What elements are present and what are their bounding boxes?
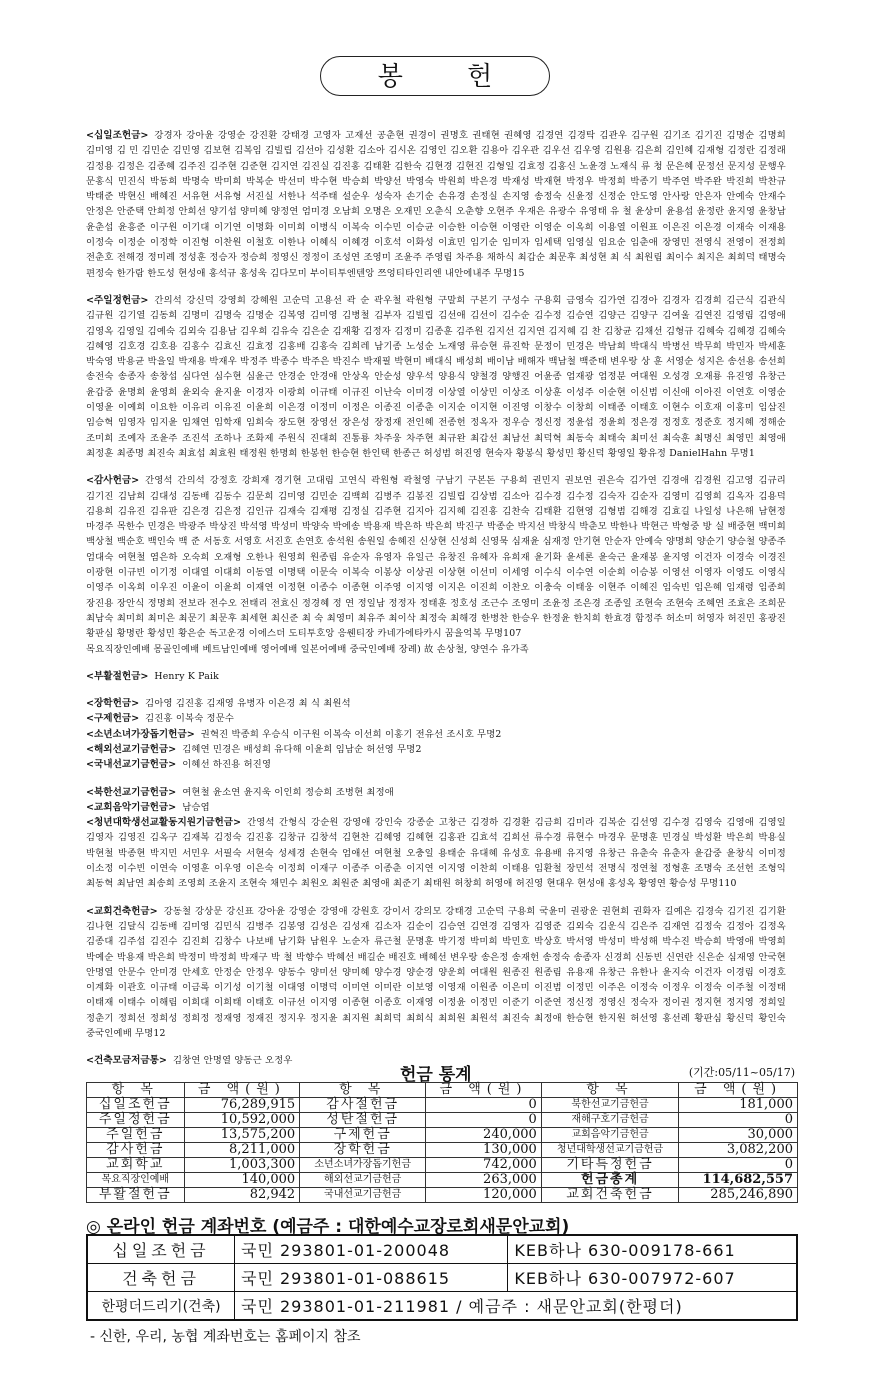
section-names: 김아영 김진홍 김재영 유병자 이은경 최 식 최원석 [145, 698, 351, 710]
column-header: 금 액(원) [679, 1083, 798, 1098]
table-row [87, 1292, 797, 1321]
section-label: <교회음악기금헌금> [86, 801, 177, 813]
section-label: <건축모금저금통> [86, 1055, 167, 1067]
account-footnote: - 신한, 우리, 농협 계좌번호는 홈페이지 참조 [90, 1329, 361, 1345]
table-row [87, 1158, 798, 1173]
section-names: 간의석 강신덕 강영희 강혜원 고순덕 고용선 곽 순 곽우철 곽원형 구말희 구본기 구성수 구용회 금영숙 김가연 김경아 김경자 김경희 김근식 김관식 김규원 김기열 김동희 김명미 김명숙 김명순 김복영 김미영 김병철 김부자 김빌립 김선애 김선이 김수순 김수정 김승연 김양근 김양구 김여울 김연진 김영림 김영애 김영옥 김영일 김예숙 김외숙 김용남 김우희 김유숙 김은순 김재황 김정자 김정미 김종훈 김주원 김지선 김지연 김지혜 김 찬 김창균 김채선 김형규 김혜숙 김혜경 김혜숙 김혜영 김호경 김호용 김홍수 김효신 김효정 김홍배 김홍숙 김희레 남기종 노성순 노재영 류승현 류진학 문정이 민경은 박남희 박대식 박병선 박무희 박민자 박세훈 박숙영 박용균 박을일 박재용 박재우 박정주 박종수 박주은 박진수 박재필 박현미 배대식 배성희 배이남 배해자 백남철 백준태 변우랑 상 훈 서영순 성지은 송선용 송선희 송전숙 송종자 송창섭 심다연 심수현 심윤근 안경순 안경애 안상옥 안순성 양우석 양용식 양철경 양행진 어윤종 엄재광 엄정분 여대원 오성경 오재룡 유진영 유창근 윤갑중 윤명희 윤영희 윤외숙 윤지윤 이경자 이광희 이규태 이규진 이난숙 이미경 이상열 이상민 이상조 이상훈 이성주 이순현 이신범 이신애 이아진 이연호 이영순 이영윤 이예희 이요한 이유리 이유진 이윤희 이은경 이정미 이정은 이종진 이종춘 이지순 이지현 이진영 이창수 이창희 이태종 이태호 이현수 이호재 이홍미 임삼진 임승혁 임영자 임지윤 임채연 임학재 임희숙 장도현 장영선 장은성 장정재 전인혜 전종헌 정옥자 정우승 정신정 정윤섭 정윤희 정은경 정정호 정준호 정지혜 정해순 조미희 조예자 조윤주 조진석 조하나 조화제 주원식 진대희 진통룡 차주웅 차주현 최규완 최갑선 최남선 최덕혁 최동숙 최태숙 최미선 최숙훈 최명신 최영민 최영애 최정훈 최종명 최진숙 최효섭 최효원 태정원 한명희 한봉헌 한승현 한인택 한종근 허성범 허진영 현숙자 황봉식 황성민 황신덕 황영일 황유정 DanielHahn 무명1 [86, 294, 786, 459]
stat-label: 재해구호기금헌금 [541, 1113, 678, 1128]
section-thanks [86, 473, 786, 641]
stat-label: 소년소녀가장돕기헌금 [300, 1158, 426, 1173]
section-overseas-mission [86, 742, 786, 757]
section-label: <교회건축헌금> [86, 905, 158, 917]
section-names: 김창연 안명열 양동근 오정우 [172, 1055, 293, 1067]
stat-label: 북한선교기금헌금 [541, 1098, 678, 1113]
section-label: <감사헌금> [86, 475, 140, 487]
stat-amount: 76,289,915 [184, 1098, 300, 1113]
table-header-row [87, 1083, 798, 1098]
section-label: <구제헌금> [86, 713, 140, 725]
stat-label: 기타특정헌금 [541, 1158, 678, 1173]
stat-amount: 1,003,300 [184, 1158, 300, 1173]
section-names: 권혁진 박종희 우승식 이구원 이복숙 이선희 이홍기 전유선 조시호 무명2 [200, 728, 502, 740]
stat-amount: 285,246,890 [679, 1188, 798, 1203]
stat-amount: 0 [426, 1113, 542, 1128]
stat-amount: 0 [426, 1098, 542, 1113]
section-nk-mission [86, 785, 786, 800]
stat-label: 교회건축헌금 [541, 1188, 678, 1203]
section-names: 여현철 윤소연 윤지욱 이인희 정승희 조병현 최정애 [182, 786, 394, 798]
stats-period: (기간:05/11~05/17) [688, 1066, 795, 1079]
stat-amount: 8,211,000 [184, 1143, 300, 1158]
stat-amount: 3,082,200 [679, 1143, 798, 1158]
account-number: 국민 293801-01-088615 [235, 1264, 508, 1292]
table-row [87, 1128, 798, 1143]
column-header: 금 액(원) [184, 1083, 300, 1098]
account-number: KEB하나 630-009178-661 [508, 1235, 797, 1264]
section-label: <청년대학생선교활동지원기금헌금> [86, 817, 242, 829]
stat-amount: 130,000 [426, 1143, 542, 1158]
stat-label: 주일정헌금 [87, 1113, 185, 1128]
section-scholarship [86, 696, 786, 711]
stat-label: 감사헌금 [87, 1143, 185, 1158]
column-header: 항 목 [300, 1083, 426, 1098]
section-names: 김진홍 이복숙 정문수 [145, 713, 235, 725]
stat-label: 구제헌금 [300, 1128, 426, 1143]
stats-title: 헌금 통계 [400, 1065, 472, 1085]
stat-label-total: 헌금총계 [541, 1173, 678, 1188]
section-names: 간영석 간의석 강정호 강희재 경기현 고대림 고연식 곽원형 곽철영 구남기 구본돈 구용희 권민지 권보연 권은숙 김가연 김경애 김경원 김고영 김규리 김기진 김남희 김대성 김동배 김동수 김문희 김미영 김민순 김백희 김병주 김봉진 김빌립 김상범 김소아 김수경 김수정 김숙자 김순자 김영미 김영희 김옥자 김용덕 김용희 김유진 김유판 김은경 김은정 김인규 김재숙 김재평 김정실 김주현 김지아 김지혜 김진홍 김찬숙 김태환 김현영 김형범 김해경 김효길 나일성 나은해 남현정 마경주 목한수 민경은 박광주 박상진 박석영 박성미 박양숙 박에송 박용재 박은하 박은희 박진구 박종순 박지선 박창식 박춘모 박한나 박현근 박형중 방 실 배중현 백미희 백상철 백순호 백인숙 백 준 서동호 서영호 서진호 손연호 송석원 송원일 송혜진 신상현 신성희 신영묵 심재윤 심재정 안기현 안순자 안예숙 양명희 양순기 양승철 양종주 엄대숙 여현철 염은하 오숙희 오재형 오한나 원영희 원종림 유순자 유영자 유일근 유창진 유혜자 유희재 윤기화 윤세론 윤숙근 윤재봉 윤지영 이건자 이경숙 이경진 이광현 이규빈 이기정 이대열 이대희 이동열 이명택 이문숙 이복숙 이봉상 이상권 이상현 이선미 이세영 이수식 이수연 이순희 이승봉 이영선 이영자 이영도 이영식 이영주 이옥희 이우진 이윤이 이윤희 이재연 이정현 이종수 이종현 이주영 이지영 이지은 이진희 이찬오 이충숙 이태웅 이현주 이혜진 임숙빈 임은혜 임재령 임종희 장진용 장안식 정명희 전보라 전수오 전태리 전효신 정경혜 정 연 정일남 정정자 정태훈 정호성 조근수 조영미 조윤정 조은경 조종일 조현숙 조현숙 조혜연 조효은 조희문 최남숙 최미희 최미은 최문기 최문후 최세현 최신준 최 숙 최영미 최유주 최이삭 최정숙 최해경 한병찬 한승우 한정윤 한치희 한효경 함정주 허소미 허영자 허진민 홍광진 황판심 황명란 황성민 황은순 독고운경 이에스더 도티투호앙 응웬티장 카네가에타카시 꿈을억복 무명107 [86, 475, 786, 640]
account-name: 건축헌금 [87, 1264, 235, 1292]
table-row [87, 1188, 798, 1203]
stat-amount: 120,000 [426, 1188, 542, 1203]
section-label: <부활절헌금> [86, 670, 149, 682]
column-header: 금 액(원) [426, 1083, 542, 1098]
stat-amount-total: 114,682,557 [679, 1173, 798, 1188]
stat-label: 십일조헌금 [87, 1098, 185, 1113]
online-accounts-heading: ◎ 온라인 헌금 계좌번호 (예금주 : 대한예수교장로회새문안교회) [86, 1217, 570, 1237]
stat-amount: 30,000 [679, 1128, 798, 1143]
account-name: 한평더드리기(건축) [87, 1292, 235, 1321]
table-row [87, 1113, 798, 1128]
column-header: 항 목 [87, 1083, 185, 1098]
table-row [87, 1173, 798, 1188]
section-names: 강동철 강상문 강신표 강아윤 강영순 강영애 강원호 강이서 강의모 강태경 고순덕 구용희 국윤미 권광운 권현희 권화자 길예은 김경숙 김기진 김기환 김나현 김달식 김동배 김미영 김민식 김병주 김봉영 김성은 김성재 김소자 김순이 김승연 김연경 김영자 김영준 김외숙 김운식 김은주 김재연 김정숙 김정아 김정옥 김종대 김주섭 김진수 김진희 김창수 나보배 남기화 남원우 노순자 류근철 문명훈 박기정 박미희 박민호 박상호 박서영 박성미 박성해 박수진 박승희 박영애 박영희 박예순 박용재 박은희 박정미 박정희 박재구 박 철 박향수 박혜선 배길순 배진호 배혜선 변우랑 송은정 송재헌 송정숙 송종자 신경희 신동빈 신연란 신은순 심재영 안국현 안명열 안문수 안미경 안세호 안정순 안정우 양동수 양미선 양미혜 양수경 양순경 양운희 여대원 원종진 원종림 유용재 유창근 유한나 윤지숙 이건자 이경림 이경호 이계화 이관호 이규태 이금록 이기성 이기철 이대영 이명덕 이미연 이미란 이보영 이영재 이원종 이은미 이진범 이정민 이주은 이정숙 이정우 이정숙 이주철 이정태 이태재 이태수 이해림 이희대 이희태 이태호 이규선 이지영 이종현 이종호 이재영 이정윤 이정민 이준기 이준연 정신정 정영신 정숙자 정이권 정지현 정지영 정희일 정춘기 정희선 정희성 정희정 정재영 정재진 정지우 정지윤 최지원 최희덕 최희식 최희원 최원석 최진숙 최정애 한승현 한지원 허선영 홍선례 황판심 황신덕 황인숙 중국인예배 무명12 [86, 905, 786, 1040]
section-easter [86, 669, 786, 684]
table-row [87, 1264, 797, 1292]
stat-amount: 13,575,200 [184, 1128, 300, 1143]
section-label: <국내선교기금헌금> [86, 759, 177, 771]
account-number: KEB하나 630-007972-607 [508, 1264, 797, 1292]
stat-amount: 82,942 [184, 1188, 300, 1203]
stat-label: 목요직장인예배 [87, 1173, 185, 1188]
offering-stats-table [86, 1082, 798, 1203]
section-label: <소년소녀가장돕기헌금> [86, 728, 195, 740]
stat-label: 해외선교기금헌금 [300, 1173, 426, 1188]
section-label: <장학헌금> [86, 698, 140, 710]
section-youth-heads [86, 727, 786, 742]
account-number: 국민 293801-01-211981 / 예금주 : 새문안교회(한평더) [235, 1292, 798, 1321]
stat-amount: 263,000 [426, 1173, 542, 1188]
section-label: <십일조헌금> [86, 130, 149, 141]
section-names: Henry K Paik [154, 670, 219, 682]
section-church-music [86, 800, 786, 815]
offering-name-lists [86, 128, 786, 1081]
online-accounts-table [86, 1234, 798, 1321]
stat-label: 감사절헌금 [300, 1098, 426, 1113]
stat-label: 국내선교기금헌금 [300, 1188, 426, 1203]
table-row [87, 1235, 797, 1264]
stat-amount: 742,000 [426, 1158, 542, 1173]
stat-label: 성탄절헌금 [300, 1113, 426, 1128]
section-names: 강경자 강아윤 강영순 강진환 강태경 고영자 고재선 공춘현 권경이 권명호 권태현 권혜영 김경연 김경탁 김관우 김구원 김기조 김기진 김명순 김명희 김미영 김 민 김민순 김민영 김보현 김복임 김빌립 김선아 김성환 김소아 김시온 김영인 김오환 김용아 김우관 김우선 김우영 김원용 김은희 김인혜 김재형 김정란 김정래 김정용 김정은 김종혜 김주진 김주현 김준현 김지연 김진실 김진홍 김태환 김한숙 김현경 김현진 김형일 김효정 김홍신 노윤경 노재식 류 청 문은혜 문정선 문지성 문행우 문홍식 민진식 박동희 박명숙 박미희 박복순 박선미 박수현 박승희 박양선 박영숙 박원희 박은경 박재성 박재현 박정우 박정희 박종기 박주연 박주완 박진희 박찬규 박태준 박현신 배혜진 서유현 서유형 서진실 서한나 석주태 설순우 성숙자 손기순 손유경 손정실 손지영 송정숙 신윤정 신정순 안도영 안사랑 안은자 안예숙 안재수 안정은 안준택 안희정 안희선 양기섭 양미혜 양정연 엄미경 오남희 오명은 오재민 오춘식 오춘향 오현주 우재은 유광수 유영태 유 철 윤상미 윤용섭 윤정란 윤지영 윤창남 윤춘섭 윤흥준 이구원 이기대 이기연 이명화 이미희 이병식 이복숙 이수민 이승균 이승한 이승현 이영란 이영순 이옥희 이용열 이원표 이은진 이은경 이재숙 이재용 이정숙 이정순 이정학 이진형 이찬원 이철호 이한나 이혜식 이혜경 이호석 이화성 이효민 임기순 임미자 임세택 임영실 임요순 임춘애 장영민 전영식 전영이 전정희 전춘호 전해경 정미례 정성훈 정승자 정승희 정영신 정정이 조성연 조영미 조윤주 주영림 차주용 채하식 최갑순 최문후 최성현 최 식 최원림 최이수 최지은 최희덕 태명숙 편정숙 한가람 한도성 현성애 홍석규 홍성욱 김다모미 부이티투엔텐앙 쯔엉티타인리엔 내안에내주 무명15 [86, 130, 786, 279]
section-domestic-mission [86, 757, 786, 772]
section-names: 김혜연 민경은 배성희 유다해 이윤희 임남순 허선영 무명2 [182, 743, 422, 755]
stat-amount: 0 [679, 1158, 798, 1173]
section-groups [86, 642, 786, 657]
section-names: 목요직장인예배 몽골인예배 베트남인예배 영어예배 일본어예배 중국인예배 장례) 故 손상철, 양연수 유가족 [86, 643, 529, 655]
account-number: 국민 293801-01-200048 [235, 1235, 508, 1264]
stat-amount: 10,592,000 [184, 1113, 300, 1128]
page-title: 봉 헌 [320, 56, 550, 96]
stat-amount: 140,000 [184, 1173, 300, 1188]
section-names: 이혜선 하진용 허진영 [182, 759, 272, 771]
stat-label: 장학헌금 [300, 1143, 426, 1158]
stat-label: 주일헌금 [87, 1128, 185, 1143]
section-label: <북한선교기금헌금> [86, 786, 177, 798]
section-label: <주일정헌금> [86, 294, 149, 306]
section-building [86, 904, 786, 1042]
table-row [87, 1143, 798, 1158]
stat-label: 부활절헌금 [87, 1188, 185, 1203]
column-header: 항 목 [541, 1083, 678, 1098]
section-label: <해외선교기금헌금> [86, 743, 177, 755]
stat-label: 교회학교 [87, 1158, 185, 1173]
section-names: 간영석 간형식 강순원 강영애 강인숙 강종순 고창근 김경하 김경환 김금희 김미라 김복순 김선영 김수경 김영숙 김영애 김영일 김영자 김영진 김옥구 김재복 김정숙 김진홍 김창규 김창석 김현찬 김혜영 김혜현 김홍관 김효석 김희선 류수경 류현수 마경우 문명훈 민경실 박성환 박은희 박용실 박현철 박종현 박지민 서민우 서필숙 서현숙 성세경 손현숙 엄애선 여현철 오충일 용태순 유대혜 유성호 유용배 유지영 유창근 유춘숙 유춘자 윤갑중 윤창식 이미정 이소정 이수빈 이연숙 이영훈 이우영 이은숙 이정희 이재구 이종주 이종춘 이지연 이지영 이찬희 이태용 임환철 장민석 전명식 정연철 정형훈 조명숙 조선헌 조형익 최동혁 최남연 최송희 조영희 조윤지 조현숙 채민수 최원오 최원준 최영애 최준기 최태원 허창희 허영애 허진영 현대우 현성애 홍성옥 황영연 황승성 무명110 [86, 817, 786, 890]
stat-amount: 181,000 [679, 1098, 798, 1113]
table-row [87, 1098, 798, 1113]
account-name: 십일조헌금 [87, 1235, 235, 1264]
stat-amount: 0 [679, 1113, 798, 1128]
section-weekly [86, 293, 786, 461]
section-names: 남승엽 [182, 801, 210, 813]
section-tithe [86, 128, 786, 281]
section-relief [86, 711, 786, 726]
section-youth-mission [86, 815, 786, 891]
stat-label: 교회음악기금헌금 [541, 1128, 678, 1143]
stat-amount: 240,000 [426, 1128, 542, 1143]
stat-label: 청년대학생선교기금헌금 [541, 1143, 678, 1158]
